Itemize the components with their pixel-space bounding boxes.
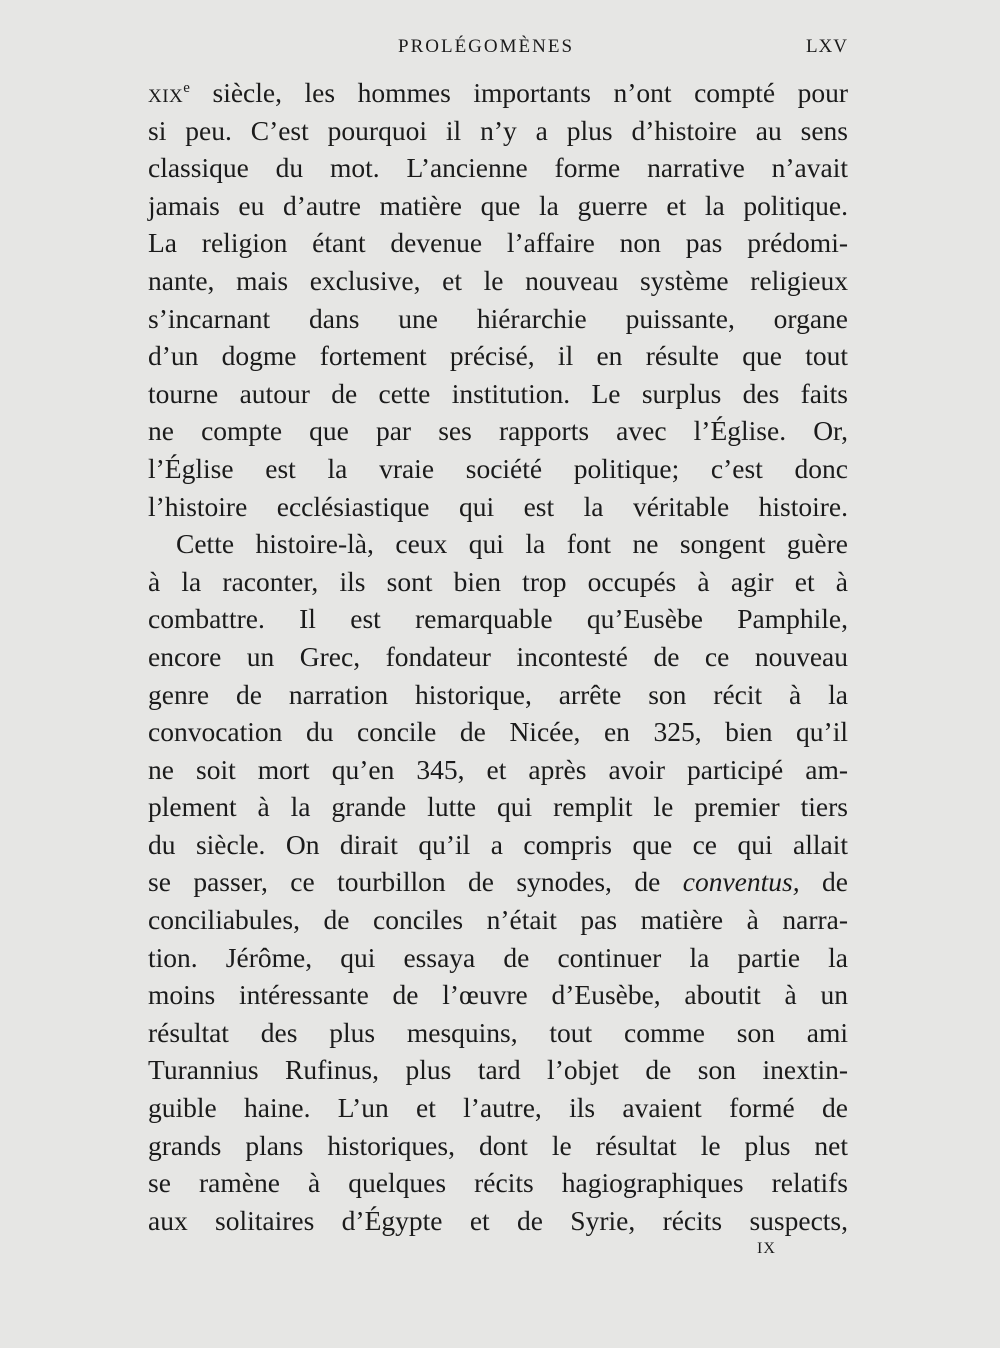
text-segment: à la raconter, ils sont bien trop occupés à agir et à (148, 565, 848, 597)
text-line (148, 1164, 848, 1202)
text-line (148, 1089, 848, 1127)
text-segment: résultat des plus mesquins, tout comme son ami (148, 1016, 848, 1048)
text-segment: plement à la grande lutte qui remplit le premier tiers (148, 791, 848, 823)
text-line (148, 412, 848, 450)
superscript: e (183, 80, 190, 96)
page-number: LXV (805, 36, 848, 57)
text-segment: conciliabules, de conciles n’était pas matière à narra- (148, 904, 848, 936)
text-segment: tion. Jérôme, qui essaya de continuer la partie la (148, 941, 848, 973)
text-line (148, 1051, 848, 1089)
text-line (148, 939, 848, 977)
text-segment: La religion étant devenue l’affaire non pas prédomi- (148, 227, 848, 259)
text-segment: classique du mot. L’ancienne forme narrative n’avait (148, 152, 848, 184)
text-line (148, 74, 848, 112)
text-line (148, 1202, 848, 1240)
text-line (148, 300, 848, 338)
text-line (148, 826, 848, 864)
text-segment: grands plans historiques, dont le résultat le plus net (148, 1129, 848, 1161)
text-segment: du siècle. On dirait qu’il a compris que ce qui allait (148, 828, 848, 860)
text-line (148, 375, 848, 413)
text-segment: d’un dogme fortement précisé, il en résulte que tout (148, 340, 848, 372)
text-line (148, 112, 848, 150)
text-segment: encore un Grec, fondateur incontesté de ce nouveau (148, 640, 848, 672)
text-line (148, 337, 848, 375)
text-line (148, 901, 848, 939)
text-segment: se passer, ce tourbillon de synodes, de (148, 866, 683, 898)
text-line (148, 187, 848, 225)
text-segment: ne compte que par ses rapports avec l’Église. Or, (148, 415, 848, 447)
text-line (148, 751, 848, 789)
running-title: PROLÉGOMÈNES (398, 36, 575, 57)
text-segment: aux solitaires d’Égypte et de Syrie, récits suspects, (148, 1204, 848, 1236)
text-line (148, 1127, 848, 1165)
text-line (148, 1014, 848, 1052)
text-segment: jamais eu d’autre matière que la guerre et la politique. (148, 189, 848, 221)
text-segment: nante, mais exclusive, et le nouveau système religieux (148, 264, 848, 296)
text-segment: l’histoire ecclésiastique qui est la véritable histoire. (148, 490, 848, 522)
text-segment: Turannius Rufinus, plus tard l’objet de son inextin- (148, 1054, 848, 1086)
text-line (148, 638, 848, 676)
text-line (148, 149, 848, 187)
text-segment: tourne autour de cette institution. Le surplus des faits (148, 377, 848, 409)
text-segment: l’Église est la vraie société politique; c’est donc (148, 452, 848, 484)
text-segment: guible haine. L’un et l’autre, ils avaient formé de (148, 1092, 848, 1124)
text-line (148, 788, 848, 826)
text-segment: ne soit mort qu’en 345, et après avoir participé am- (148, 753, 848, 785)
text-line (148, 488, 848, 526)
text-segment: Cette histoire-là, ceux qui la font ne songent guère (176, 528, 848, 560)
italic-term: conventus, (682, 866, 800, 898)
text-line (148, 600, 848, 638)
body-text (148, 74, 848, 1239)
text-segment: se ramène à quelques récits hagiographiques relatifs (148, 1167, 848, 1199)
text-segment: si peu. C’est pourquoi il n’y a plus d’histoire au sens (148, 114, 848, 146)
text-segment: moins intéressante de l’œuvre d’Eusèbe, aboutit à un (148, 979, 848, 1011)
signature-mark: IX (757, 1240, 776, 1257)
text-line (148, 224, 848, 262)
text-line (148, 676, 848, 714)
text-segment: de (799, 866, 848, 898)
text-segment: convocation du concile de Nicée, en 325, bien qu’il (148, 716, 848, 748)
text-segment: combattre. Il est remarquable qu’Eusèbe Pamphile, (148, 603, 848, 635)
text-segment: genre de narration historique, arrête son récit à la (148, 678, 848, 710)
text-line (148, 863, 848, 901)
century-numeral: XIX (148, 86, 184, 107)
text-line (148, 563, 848, 601)
text-segment: siècle, les hommes importants n’ont compté pour (189, 77, 848, 108)
text-line (148, 976, 848, 1014)
running-head (148, 36, 848, 62)
text-segment: s’incarnant dans une hiérarchie puissante, organe (148, 302, 848, 334)
text-line (148, 450, 848, 488)
text-line (148, 713, 848, 751)
text-line (148, 262, 848, 300)
text-line (148, 525, 848, 563)
